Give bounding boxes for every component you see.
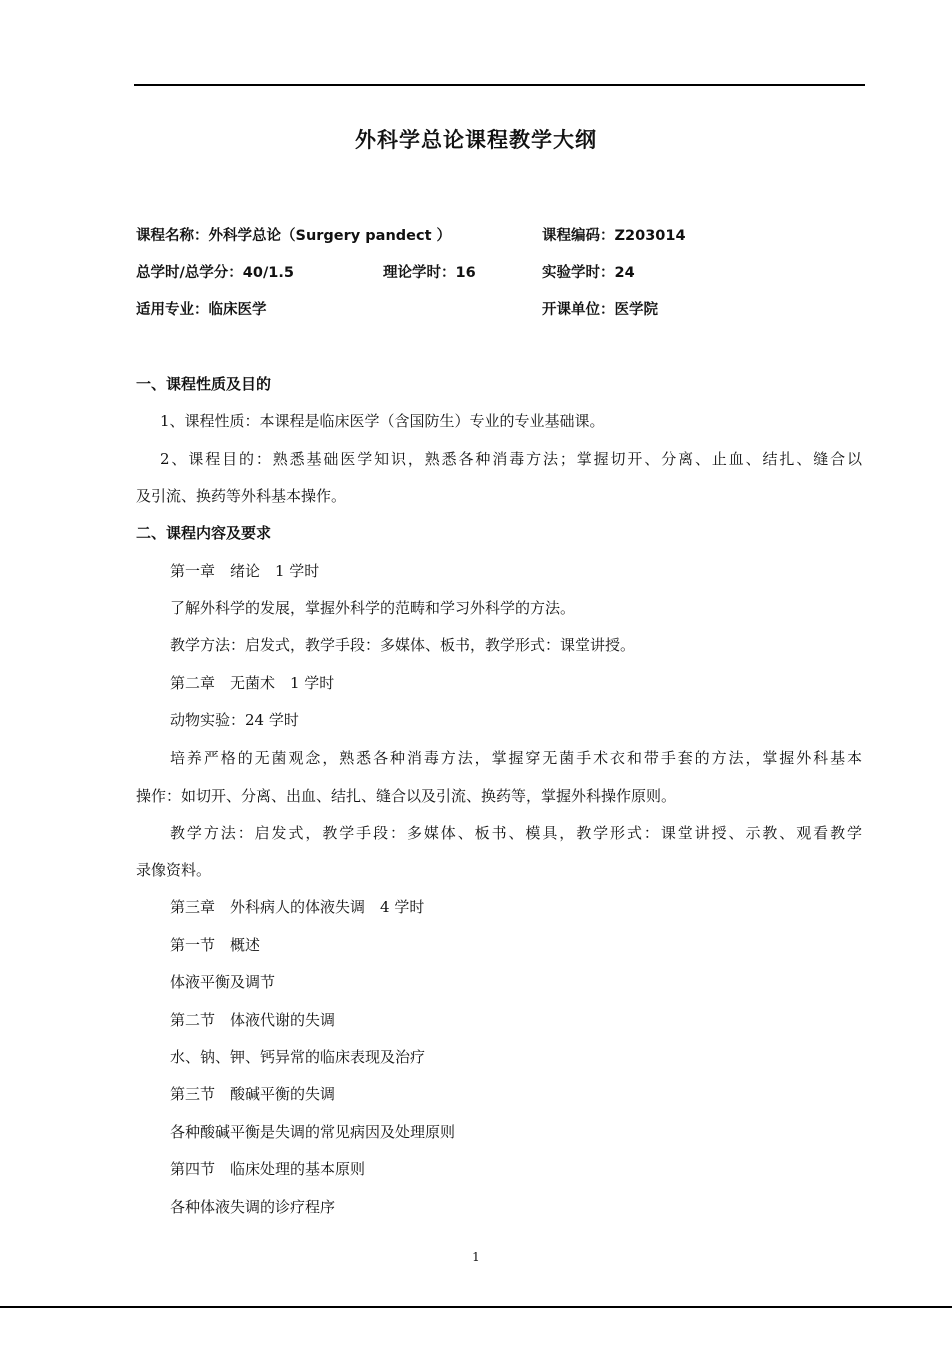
course-name: 课程名称：外科学总论（Surgery pandect ） <box>136 228 452 244</box>
chapter-1-description: 了解外科学的发展，掌握外科学的范畴和学习外科学的方法。 <box>170 599 576 617</box>
section-1-description: 体液平衡及调节 <box>170 973 276 991</box>
chapter-2-title: 第二章 无菌术 1 学时 <box>170 674 335 692</box>
section-3-description: 各种酸碱平衡是失调的常见病因及处理原则 <box>170 1123 456 1141</box>
chapter-3-title: 第三章 外科病人的体液失调 4 学时 <box>170 898 425 916</box>
total-hours-credits: 总学时/总学分：40/1.5 <box>136 265 294 281</box>
section-heading-content: 二、课程内容及要求 <box>136 524 272 542</box>
theory-hours: 理论学时：16 <box>383 265 476 281</box>
chapter-1-title: 第一章 绪论 1 学时 <box>170 562 320 580</box>
chapter-2-description-line2: 操作：如切开、分离、出血、结扎、缝合以及引流、换药等，掌握外科操作原则。 <box>136 787 677 805</box>
section-2-description: 水、钠、钾、钙异常的临床表现及治疗 <box>170 1048 426 1066</box>
section-4-title: 第四节 临床处理的基本原则 <box>170 1160 366 1178</box>
chapter-2-method-line2: 录像资料。 <box>136 861 212 879</box>
chapter-2-method-line1: 教学方法：启发式，教学手段：多媒体、板书、模具，教学形式：课堂讲授、示教、观看教学 <box>170 824 862 842</box>
lab-hours: 实验学时：24 <box>542 265 635 281</box>
document-title: 外科学总论课程教学大纲 <box>355 128 597 152</box>
paragraph-nature: 1、课程性质：本课程是临床医学（含国防生）专业的专业基础课。 <box>160 412 605 430</box>
page-number: 1 <box>472 1250 480 1264</box>
chapter-2-lab: 动物实验：24 学时 <box>170 711 299 729</box>
header-rule <box>134 84 865 86</box>
course-code: 课程编码：Z203014 <box>542 228 686 244</box>
section-heading-nature: 一、课程性质及目的 <box>136 375 272 393</box>
chapter-1-method: 教学方法：启发式，教学手段：多媒体、板书，教学形式：课堂讲授。 <box>170 636 636 654</box>
section-3-title: 第三节 酸碱平衡的失调 <box>170 1085 336 1103</box>
chapter-2-description-line1: 培养严格的无菌观念，熟悉各种消毒方法，掌握穿无菌手术衣和带手套的方法，掌握外科基本 <box>170 749 862 767</box>
paragraph-purpose-line1: 2、课程目的：熟悉基础医学知识，熟悉各种消毒方法；掌握切开、分离、止血、结扎、缝合以 <box>160 450 862 468</box>
section-4-description: 各种体液失调的诊疗程序 <box>170 1198 336 1216</box>
footer-rule <box>0 1306 952 1308</box>
section-1-title: 第一节 概述 <box>170 936 261 954</box>
offering-department: 开课单位：医学院 <box>542 302 658 318</box>
paragraph-purpose-line2: 及引流、换药等外科基本操作。 <box>136 487 347 505</box>
applicable-major: 适用专业：临床医学 <box>136 302 267 318</box>
section-2-title: 第二节 体液代谢的失调 <box>170 1011 336 1029</box>
